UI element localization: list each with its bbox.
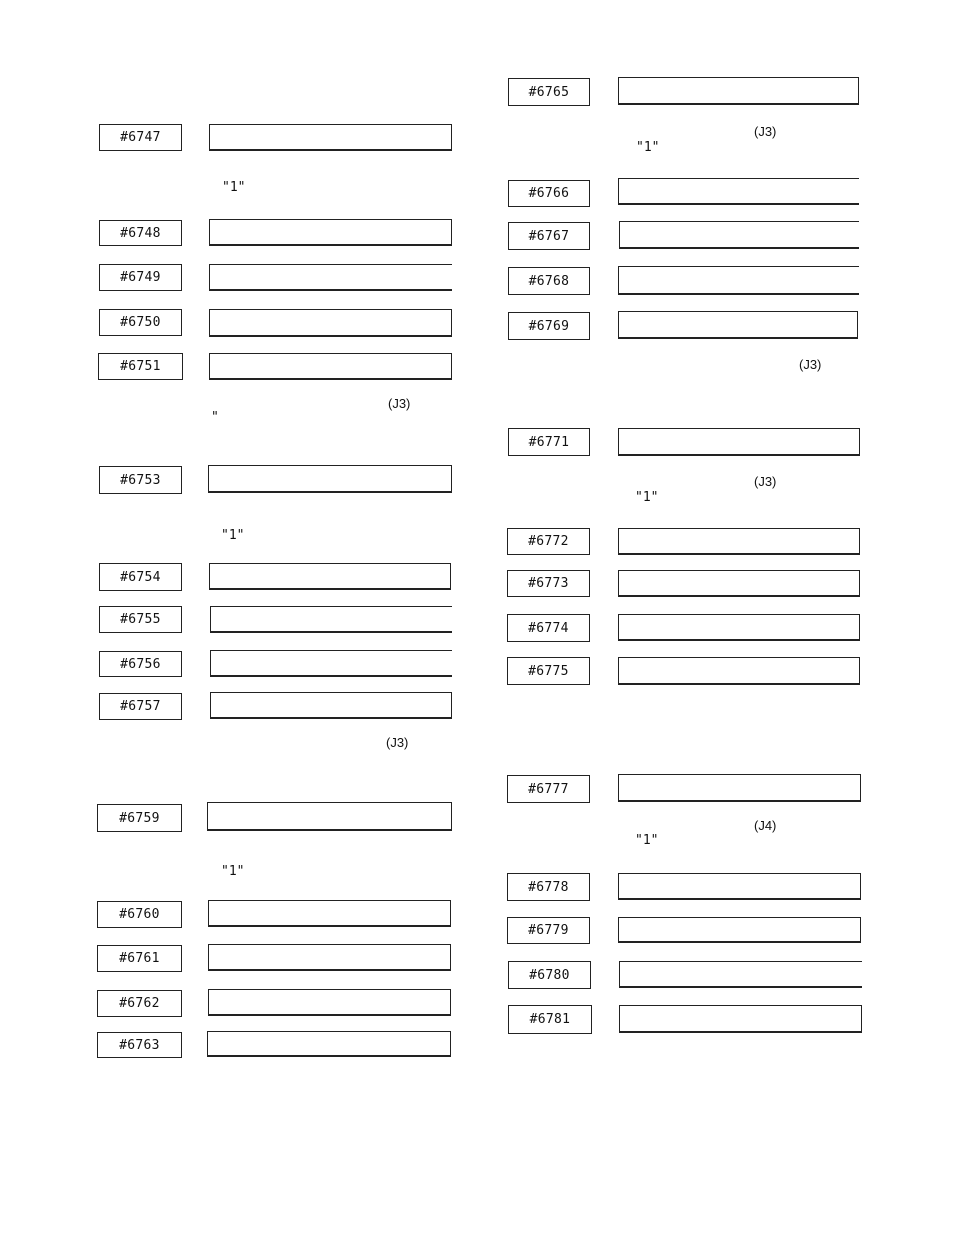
param-label-6765: #6765: [508, 78, 590, 106]
param-label-6762: #6762: [97, 990, 182, 1017]
param-label-6760: #6760: [97, 901, 182, 928]
param-field-6760[interactable]: [208, 900, 451, 927]
param-field-6768[interactable]: [618, 266, 859, 295]
param-field-6748[interactable]: [209, 219, 452, 246]
param-label-6754: #6754: [99, 563, 182, 591]
note-connector-j3: (J3): [388, 396, 411, 411]
param-label-6779: #6779: [507, 917, 590, 944]
param-field-6763[interactable]: [207, 1031, 451, 1057]
param-label-6763: #6763: [97, 1032, 182, 1058]
param-label-6755: #6755: [99, 606, 182, 633]
note-quote: ": [211, 410, 219, 425]
param-label-6759: #6759: [97, 804, 182, 832]
param-field-6766[interactable]: [618, 178, 859, 205]
param-field-6751[interactable]: [209, 353, 452, 380]
param-label-6767: #6767: [508, 222, 590, 250]
param-field-6765[interactable]: [618, 77, 859, 105]
param-field-6775[interactable]: [618, 657, 860, 685]
param-field-6767[interactable]: [619, 221, 859, 249]
note-connector-j3: (J3): [754, 124, 777, 139]
param-label-6768: #6768: [508, 267, 590, 295]
param-field-6771[interactable]: [618, 428, 860, 456]
param-field-6761[interactable]: [208, 944, 451, 971]
param-field-6779[interactable]: [618, 917, 861, 943]
note-connector-j3: (J3): [386, 735, 409, 750]
note-value-one: "1": [636, 140, 660, 155]
param-label-6751: #6751: [98, 353, 183, 380]
param-label-6756: #6756: [99, 651, 182, 677]
param-label-6781: #6781: [508, 1005, 592, 1034]
param-field-6754[interactable]: [209, 563, 451, 590]
note-value-one: "1": [222, 180, 246, 195]
param-field-6781[interactable]: [619, 1005, 862, 1033]
param-field-6762[interactable]: [208, 989, 451, 1016]
param-label-6780: #6780: [508, 961, 591, 989]
param-label-6766: #6766: [508, 180, 590, 207]
param-label-6771: #6771: [508, 428, 590, 456]
param-field-6772[interactable]: [618, 528, 860, 555]
param-field-6778[interactable]: [618, 873, 861, 900]
param-label-6757: #6757: [99, 693, 182, 720]
param-label-6769: #6769: [508, 312, 590, 340]
param-label-6774: #6774: [507, 614, 590, 642]
param-field-6759[interactable]: [207, 802, 452, 831]
note-value-one: "1": [635, 833, 659, 848]
param-field-6777[interactable]: [618, 774, 861, 802]
note-connector-j4: (J4): [754, 818, 777, 833]
note-value-one: "1": [221, 528, 245, 543]
param-field-6756[interactable]: [210, 650, 452, 677]
param-field-6755[interactable]: [210, 606, 452, 633]
note-connector-j3: (J3): [799, 357, 822, 372]
param-field-6753[interactable]: [208, 465, 452, 493]
param-label-6775: #6775: [507, 657, 590, 685]
param-field-6749[interactable]: [209, 264, 452, 291]
param-field-6747[interactable]: [209, 124, 452, 151]
param-label-6773: #6773: [507, 570, 590, 597]
param-field-6769[interactable]: [618, 311, 858, 339]
param-label-6753: #6753: [99, 466, 182, 494]
param-label-6761: #6761: [97, 945, 182, 972]
note-value-one: "1": [635, 490, 659, 505]
param-label-6747: #6747: [99, 124, 182, 151]
param-label-6777: #6777: [507, 775, 590, 803]
param-label-6748: #6748: [99, 220, 182, 246]
note-value-one: "1": [221, 864, 245, 879]
param-label-6749: #6749: [99, 264, 182, 291]
param-field-6750[interactable]: [209, 309, 452, 337]
param-field-6757[interactable]: [210, 692, 452, 719]
param-label-6778: #6778: [507, 873, 590, 901]
param-label-6772: #6772: [507, 528, 590, 555]
param-field-6774[interactable]: [618, 614, 860, 641]
note-connector-j3: (J3): [754, 474, 777, 489]
param-field-6780[interactable]: [619, 961, 862, 988]
param-label-6750: #6750: [99, 309, 182, 336]
param-field-6773[interactable]: [618, 570, 860, 597]
